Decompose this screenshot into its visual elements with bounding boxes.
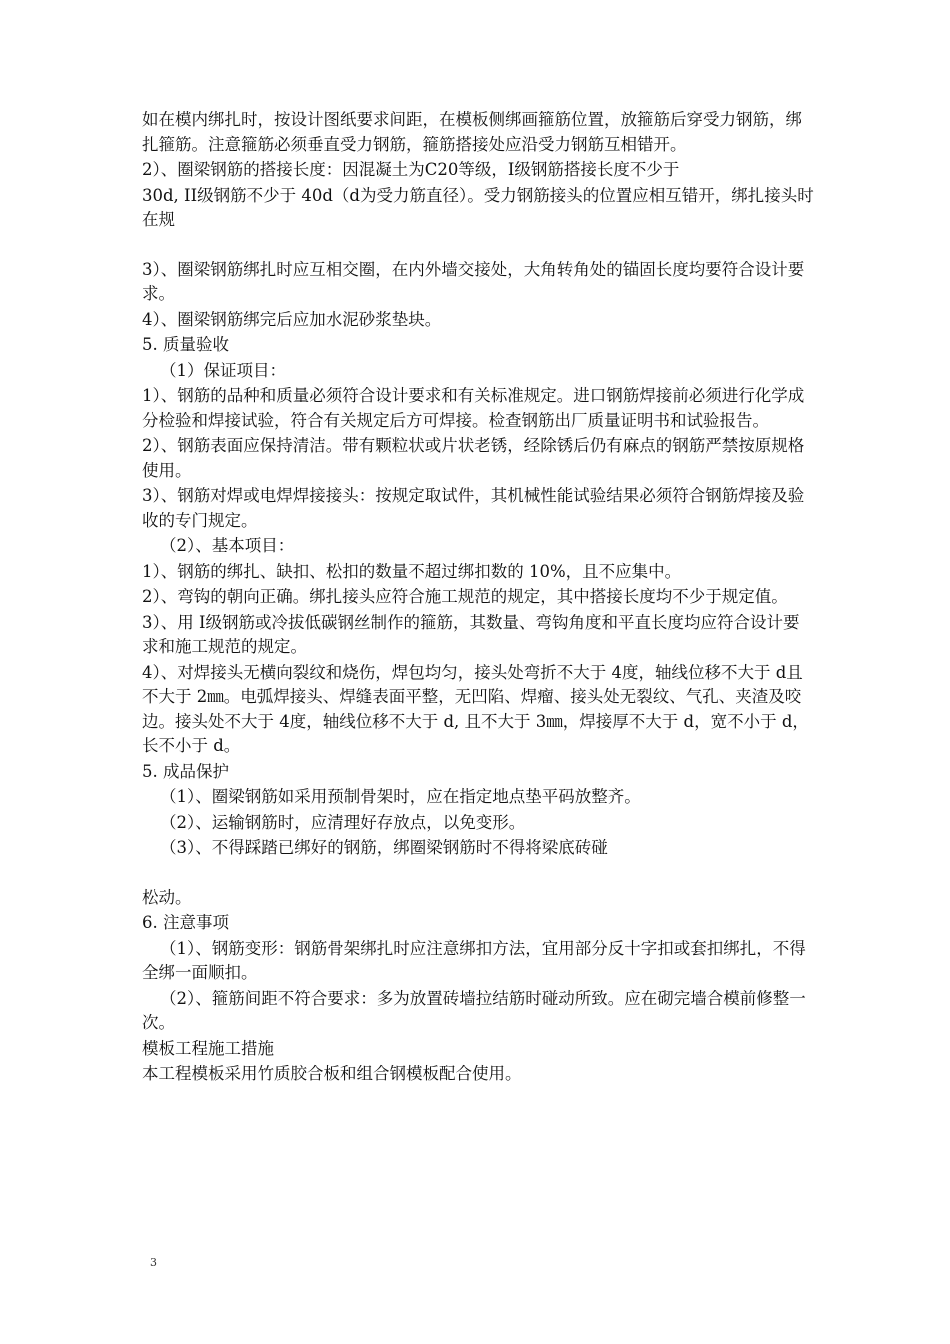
paragraph: 2）、圈梁钢筋的搭接长度：因混凝土为C20等级，I级钢筋搭接长度不少于 — [142, 160, 680, 179]
document-body — [142, 108, 814, 1088]
paragraph: （2）、运输钢筋时，应清理好存放点，以免变形。 — [160, 812, 526, 832]
subsection-heading: （1）保证项目： — [160, 360, 286, 380]
blank-line — [142, 234, 814, 258]
paragraph: （2）、箍筋间距不符合要求：多为放置砖墙拉结筋时碰动所致。应在砌完墙合模前修整一次。 — [142, 988, 806, 1032]
section-heading: 5. 成品保护 — [142, 761, 229, 781]
section-heading: 模板工程施工措施 — [142, 1038, 274, 1058]
paragraph: 3）、圈梁钢筋绑扎时应互相交圈，在内外墙交接处，大角转角处的锚固长度均要符合设计要求。 — [142, 259, 805, 303]
paragraph: 松动。 — [142, 887, 192, 907]
blank-line — [142, 862, 814, 886]
paragraph: 本工程模板采用竹质胶合板和组合钢模板配合使用。 — [142, 1064, 522, 1083]
paragraph: （3）、不得踩踏已绑好的钢筋，绑圈梁钢筋时不得将梁底砖碰 — [160, 838, 608, 857]
page-number: 3 — [150, 1256, 157, 1269]
paragraph: 3）、钢筋对焊或电焊焊接接头：按规定取试件，其机械性能试验结果必须符合钢筋焊接及验收的专门规定。 — [142, 486, 805, 530]
paragraph: 30d, II级钢筋不少于 40d（d为受力筋直径）。受力钢筋接头的位置应相互错开，绑扎接头时在规 — [142, 185, 814, 229]
subsection-heading: （2）、基本项目： — [160, 536, 295, 555]
paragraph: 如在模内绑扎时，按设计图纸要求间距，在模板侧绑画箍筋位置，放箍筋后穿受力钢筋，绑扎箍筋。注意箍筋必须垂直受力钢筋，箍筋搭接处应沿受力钢筋互相错开。 — [142, 110, 802, 154]
paragraph: 2）、弯钩的朝向正确。绑扎接头应符合施工规范的规定，其中搭接长度均不少于规定值。 — [142, 587, 788, 606]
paragraph: （1）、钢筋变形：钢筋骨架绑扎时应注意绑扣方法，宜用部分反十字扣或套扣绑扎，不得全绑一面顺扣。 — [142, 938, 806, 982]
paragraph: （1）、圈梁钢筋如采用预制骨架时，应在指定地点垫平码放整齐。 — [160, 787, 641, 806]
paragraph: 3）、用 I级钢筋或冷拔低碳钢丝制作的箍筋，其数量、弯钩角度和平直长度均应符合设计要求和施工规范的规定。 — [142, 612, 800, 656]
section-heading: 6. 注意事项 — [142, 913, 229, 932]
section-heading: 5. 质量验收 — [142, 335, 229, 354]
paragraph: 1）、钢筋的品种和质量必须符合设计要求和有关标准规定。进口钢筋焊接前必须进行化学成分检验和焊接试验，符合有关规定后方可焊接。检查钢筋出厂质量证明书和试验报告。 — [142, 386, 805, 430]
paragraph: 2）、钢筋表面应保持清洁。带有颗粒状或片状老锈，经除锈后仍有麻点的钢筋严禁按原规格使用。 — [142, 436, 805, 480]
paragraph: 4）、圈梁钢筋绑完后应加水泥砂浆垫块。 — [142, 309, 442, 329]
paragraph: 1）、钢筋的绑扎、缺扣、松扣的数量不超过绑扣数的 10%，且不应集中。 — [142, 561, 682, 581]
paragraph: 4）、对焊接头无横向裂纹和烧伤，焊包均匀，接头处弯折不大于 4度，轴线位移不大于 d且不大于 2㎜。电弧焊接头、焊缝表面平整，无凹陷、焊瘤、接头处无裂纹、气孔、夹渣及咬边。接头处不大于 4度，轴线位移不大于 d, 且不大于 3㎜，焊接厚不大于 d，宽不小于 d，长不小于 d。 — [142, 662, 809, 755]
